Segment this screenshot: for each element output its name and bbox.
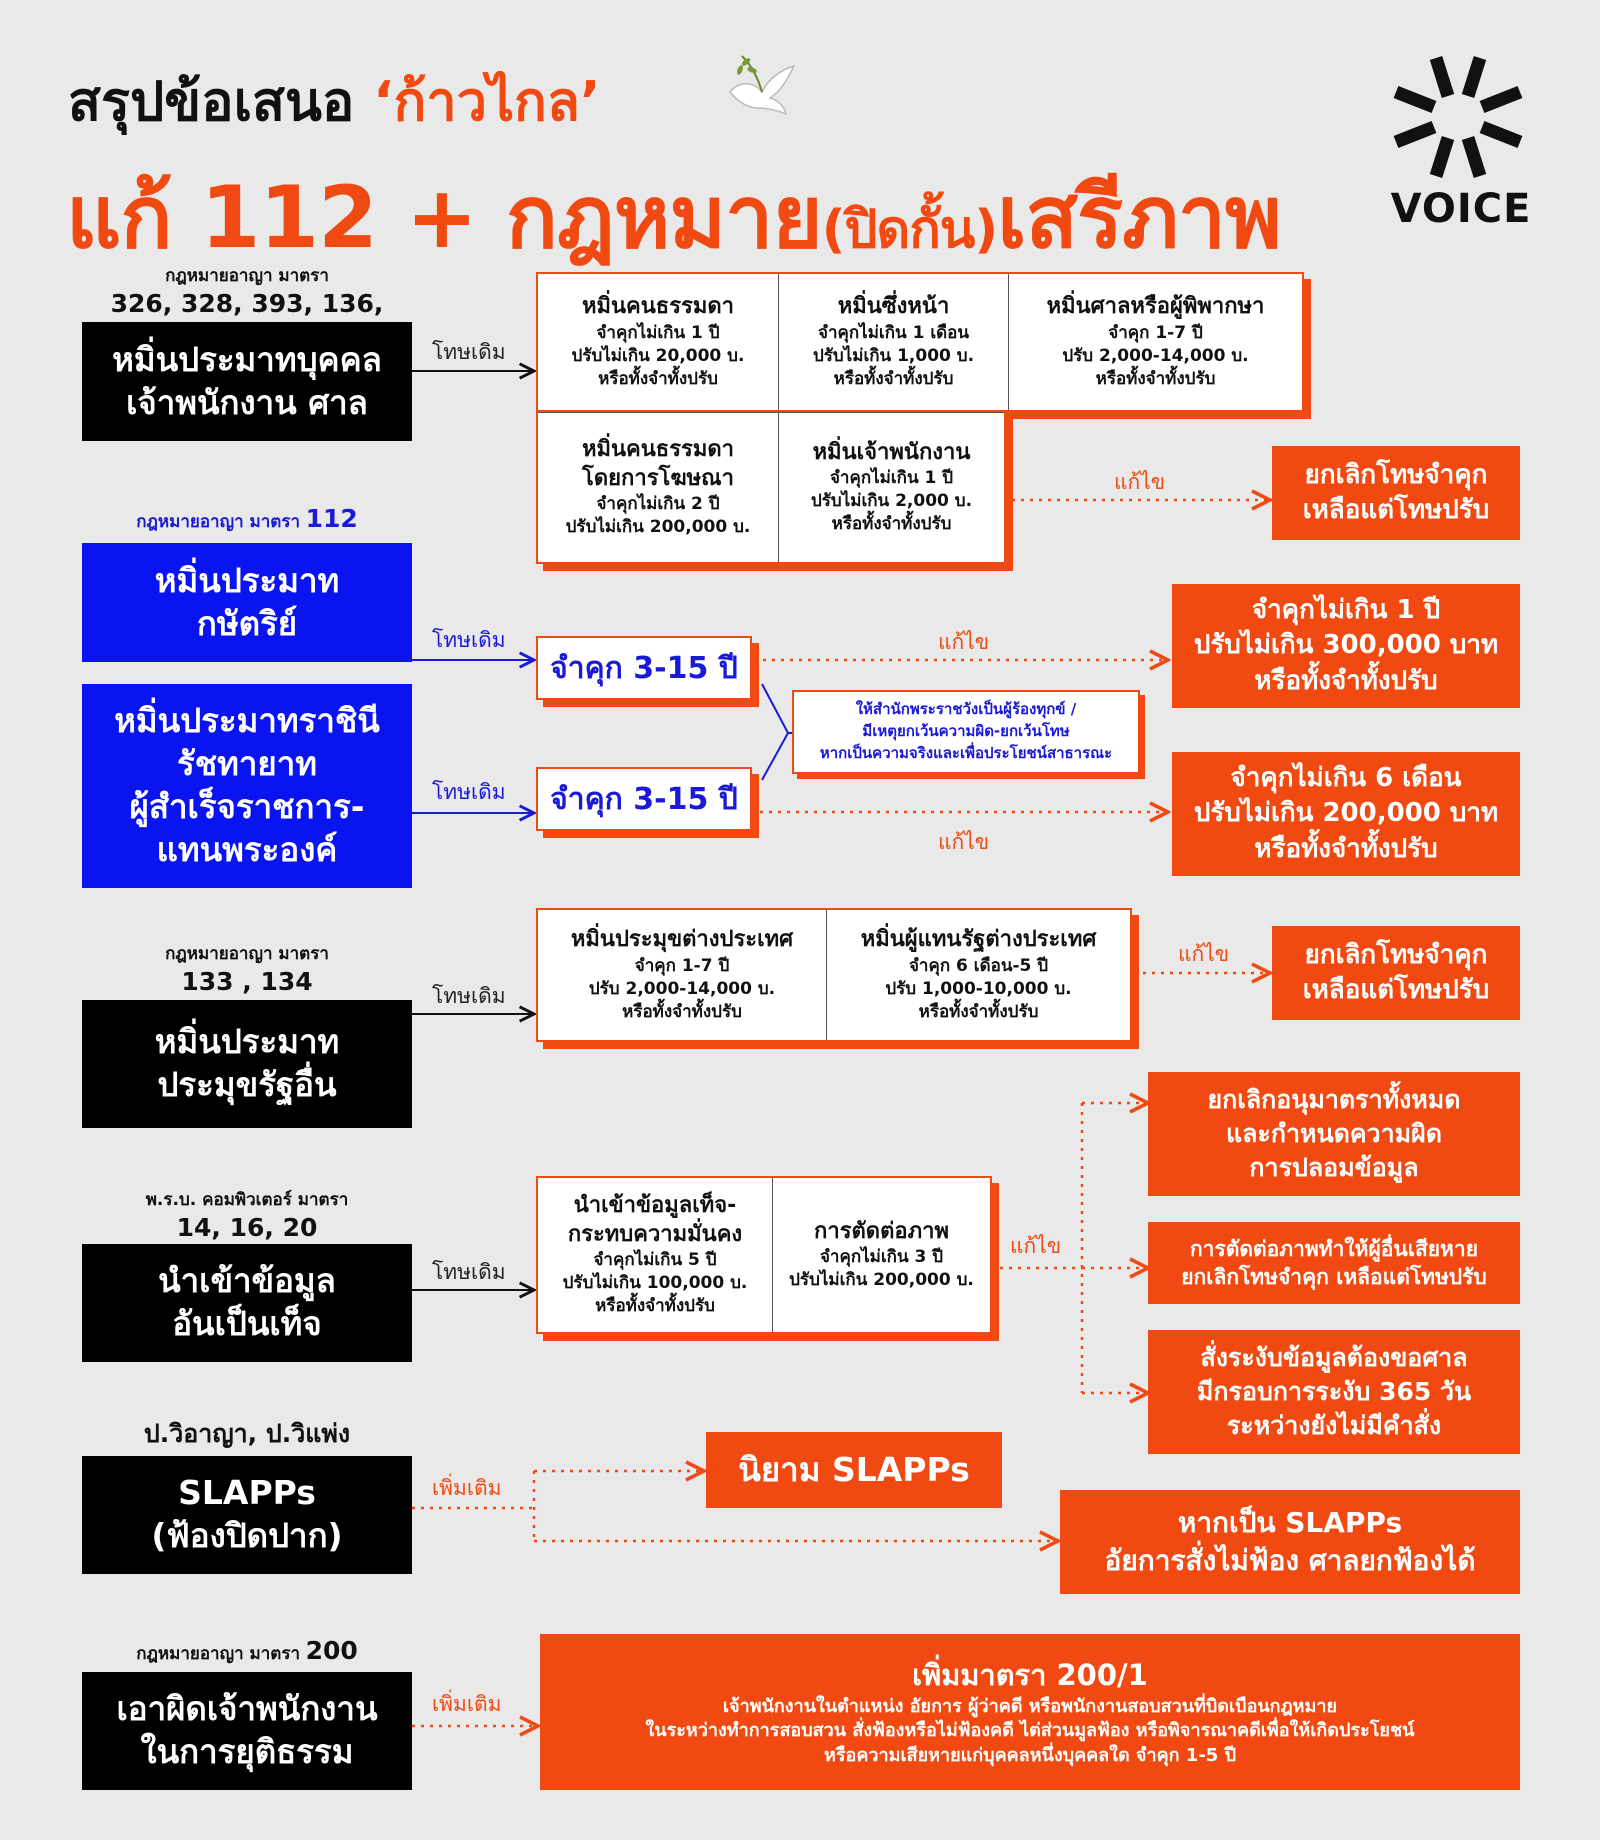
s5-result-define: นิยาม SLAPPs — [706, 1432, 1002, 1508]
s2-note-box: ให้สำนักพระราชวังเป็นผู้ร้องทุกข์ / มีเหตุยกเว้นความผิด-ยกเว้นโทษ หากเป็นความจริงและเพื่อประโยชน์สาธารณะ — [792, 690, 1140, 774]
s6-law-reference: กฎหมายอาญา มาตรา 200 — [136, 1636, 358, 1665]
s3-cell-foreign-envoy: หมิ่นผู้แทนรัฐต่างประเทศ จำคุก 6 เดือน-5 ปี ปรับ 1,000-10,000 บ. หรือทั้งจำทั้งปรับ — [826, 910, 1130, 1040]
s4-category-box: นำเข้าข้อมูล อันเป็นเท็จ — [82, 1244, 412, 1362]
s6-result-box: เพิ่มมาตรา 200/1 เจ้าพนักงานในตำแหน่ง อัยการ ผู้ว่าคดี หรือพนักงานสอบสวนที่บิดเบือนกฎหมาย ในระหว่างทำการสอบสวน สั่งฟ้องหรือไม่ฟ้องคดี ไต่ส่วนมูลฟ้อง หรือพิจารณาคดีเพื่อให้เกิดประโยชน์ หรือความเสียหายแก่บุคคลหนึ่งบุคคลใด จำคุก 1-5 ปี — [540, 1634, 1520, 1790]
s1-law-reference: กฎหมายอาญา มาตรา 326, 328, 393, 136, — [110, 266, 384, 318]
voice-logo-text: VOICE — [1390, 186, 1532, 232]
s4-penalty-table — [536, 1176, 992, 1334]
s3-category-box: หมิ่นประมาท ประมุขรัฐอื่น — [82, 1000, 412, 1128]
s4-cell-photo-edit: การตัดต่อภาพ จำคุกไม่เกิน 3 ปี ปรับไม่เกิน 200,000 บ. — [772, 1178, 990, 1332]
s5-result-dismiss: หากเป็น SLAPPs อัยการสั่งไม่ฟ้อง ศาลยกฟ้องได้ — [1060, 1490, 1520, 1594]
s2-old-label-1: โทษเดิม — [432, 628, 506, 652]
s1-result-box: ยกเลิกโทษจำคุก เหลือแต่โทษปรับ — [1272, 446, 1520, 540]
s2-king-box: หมิ่นประมาท กษัตริย์ — [82, 543, 412, 662]
s3-cell-foreign-head: หมิ่นประมุขต่างประเทศ จำคุก 1-7 ปี ปรับ 2,000-14,000 บ. หรือทั้งจำทั้งปรับ — [570, 927, 794, 1022]
s1-old-label: โทษเดิม — [432, 340, 506, 364]
s1-penalty-table-bottom — [536, 412, 1006, 564]
s4-result-3: สั่งระงับข้อมูลต้องขอศาล มีกรอบการระงับ 365 วัน ระหว่างยังไม่มีคำสั่ง — [1148, 1330, 1520, 1454]
s4-result-1: ยกเลิกอนุมาตราทั้งหมด และกำหนดความผิด การปลอมข้อมูล — [1148, 1072, 1520, 1196]
s2-note-bracket — [762, 684, 792, 780]
s4-old-label: โทษเดิม — [432, 1260, 506, 1284]
title-line-1: สรุปข้อเสนอ ‘ก้าวไกล’ — [68, 70, 601, 133]
s2-fix-label-1: แก้ไข — [938, 630, 990, 654]
s3-law-reference: กฎหมายอาญา มาตรา 133 , 134 — [165, 944, 329, 996]
s1-cell-ordinary: หมิ่นคนธรรมดา จำคุกไม่เกิน 1 ปี ปรับไม่เกิน 20,000 บ. หรือทั้งจำทั้งปรับ — [571, 294, 745, 389]
s4-fix-label: แก้ไข — [1010, 1234, 1062, 1258]
s1-penalty-table-top — [536, 272, 1304, 412]
s3-old-label: โทษเดิม — [432, 984, 506, 1008]
s6-add-label: เพิ่มเติม — [432, 1692, 502, 1716]
s1-cell-court: หมิ่นศาลหรือผู้พิพากษา จำคุก 1-7 ปี ปรับ 2,000-14,000 บ. หรือทั้งจำทั้งปรับ — [1008, 274, 1302, 410]
s1-cell-face-to-face: หมิ่นซึ่งหน้า จำคุกไม่เกิน 1 เดือน ปรับไม่เกิน 1,000 บ. หรือทั้งจำทั้งปรับ — [778, 274, 1008, 410]
dove-icon — [722, 48, 800, 128]
s1-category-box: หมิ่นประมาทบุคคล เจ้าพนักงาน ศาล — [82, 322, 412, 441]
s2-royals-box: หมิ่นประมาทราชินี รัชทายาท ผู้สำเร็จราชการ- แทนพระองค์ — [82, 684, 412, 888]
title-line-2: แก้ 112 + กฎหมาย(ปิดกั้น)เสรีภาพ — [66, 168, 1281, 268]
s3-fix-label: แก้ไข — [1178, 942, 1230, 966]
s3-penalty-table — [536, 908, 1132, 1042]
s2-result-king: จำคุกไม่เกิน 1 ปี ปรับไม่เกิน 300,000 บาท หรือทั้งจำทั้งปรับ — [1172, 584, 1520, 708]
s2-law-reference: กฎหมายอาญา มาตรา 112 — [136, 504, 358, 533]
s3-result-box: ยกเลิกโทษจำคุก เหลือแต่โทษปรับ — [1272, 926, 1520, 1020]
s1-fix-label: แก้ไข — [1114, 470, 1166, 494]
s5-law-reference: ป.วิอาญา, ป.วิแพ่ง — [143, 1419, 351, 1448]
s2-old-label-2: โทษเดิม — [432, 780, 506, 804]
s5-add-label: เพิ่มเติม — [432, 1476, 502, 1500]
s5-category-box: SLAPPs (ฟ้องปิดปาก) — [82, 1456, 412, 1574]
s2-result-royals: จำคุกไม่เกิน 6 เดือน ปรับไม่เกิน 200,000 บาท หรือทั้งจำทั้งปรับ — [1172, 752, 1520, 876]
s4-result-2: การตัดต่อภาพทำให้ผู้อื่นเสียหาย ยกเลิกโทษจำคุก เหลือแต่โทษปรับ — [1148, 1222, 1520, 1304]
s6-category-box: เอาผิดเจ้าพนักงาน ในการยุติธรรม — [82, 1672, 412, 1790]
s2-fix-label-2: แก้ไข — [938, 830, 990, 854]
s1-cell-official: หมิ่นเจ้าพนักงาน จำคุกไม่เกิน 1 ปี ปรับไม่เกิน 2,000 บ. หรือทั้งจำทั้งปรับ — [778, 412, 1004, 562]
s4-law-reference: พ.ร.บ. คอมพิวเตอร์ มาตรา 14, 16, 20 — [145, 1190, 349, 1242]
voice-logo-icon — [1388, 52, 1528, 182]
s2-penalty-royals: จำคุก 3-15 ปี — [536, 767, 752, 831]
s1-cell-advertising: หมิ่นคนธรรมดา โดยการโฆษณา จำคุกไม่เกิน 2 ปี ปรับไม่เกิน 200,000 บ. — [538, 412, 778, 562]
s4-cell-false-data: นำเข้าข้อมูลเท็จ- กระทบความมั่นคง จำคุกไม่เกิน 5 ปี ปรับไม่เกิน 100,000 บ. หรือทั้งจำทั้งปรับ — [562, 1193, 748, 1317]
s2-penalty-king: จำคุก 3-15 ปี — [536, 636, 752, 700]
